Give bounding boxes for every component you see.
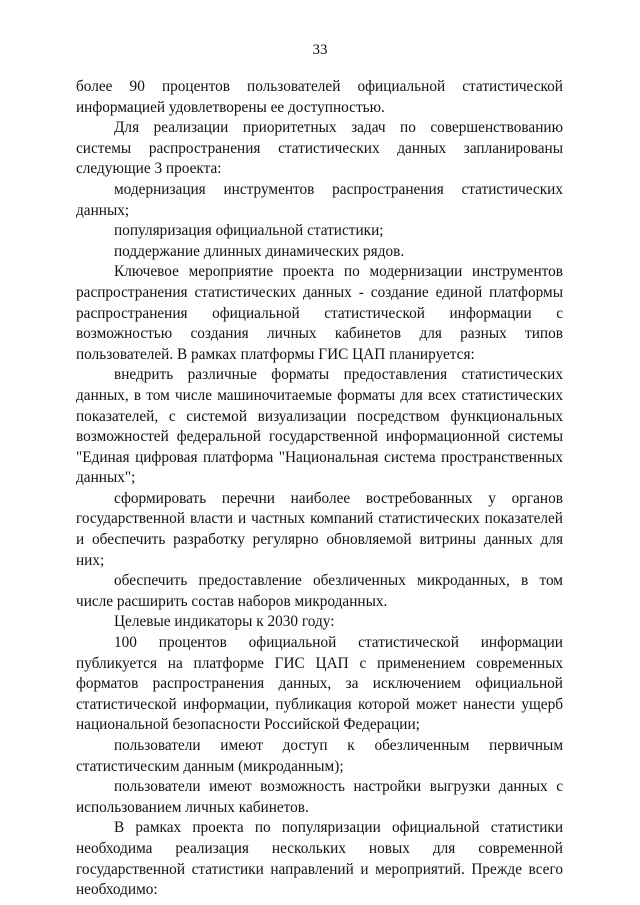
list-item-microdata: обеспечить предоставление обезличенных микроданных, в том числе расширить состав наборов микроданных. [76, 572, 563, 610]
list-item-indicator-lists: сформировать перечни наиболее востребованных у органов государственной власти и частных компаний статистических показателей и обеспечить разработку регулярно обновляемой витрины данных для них; [76, 489, 563, 569]
list-item-popularization: популяризация официальной статистики; [114, 222, 384, 240]
page-body [76, 77, 563, 901]
paragraph-three-projects: Для реализации приоритетных задач по совершенствованию системы распространения статистических данных запланированы следующие 3 проекта: [76, 119, 563, 178]
indicator-microdata-access: пользователи имеют доступ к обезличенным первичным статистическим данным (микроданным); [76, 737, 563, 775]
list-item-modernization: модернизация инструментов распространения статистических данных; [76, 180, 563, 219]
paragraph-key-measure: Ключевое мероприятие проекта по модернизации инструментов распространения статистических данных - создание единой платформы распространения официальной статистической информации с возможностью создания личных кабинетов для разных типов пользователей. В рамках платформы ГИС ЦАП планируется: [76, 263, 563, 363]
paragraph-target-indicators: Целевые индикаторы к 2030 году: [114, 613, 335, 631]
page-number: 33 [312, 42, 328, 58]
indicator-export-settings: пользователи имеют возможность настройки выгрузки данных с использованием личных кабинетов. [76, 778, 563, 816]
list-item-long-series: поддержание длинных динамических рядов. [114, 242, 405, 260]
paragraph-popularization-project: В рамках проекта по популяризации официальной статистики необходима реализация нескольких новых для современной государственной статистики направлений и мероприятий. Прежде всего необходимо: [76, 819, 563, 899]
indicator-publication-share: 100 процентов официальной статистической информации публикуется на платформе ГИС ЦАП с применением современных форматов распространения данных, за исключением официальной статистической информации, публикация которой может нанести ущерб национальной безопасности Российской Федерации; [76, 634, 563, 734]
list-item-formats: внедрить различные форматы предоставления статистических данных, в том числе машиночитаемые форматы для всех статистических показателей, с системой визуализации посредством функциональных возможностей федеральной государственной информационной системы "Единая цифровая платформа "Национальная система пространственных данных"; [76, 366, 563, 487]
paragraph-accessibility-satisfaction: более 90 процентов пользователей официальной статистической информацией удовлетворены ее доступностью. [76, 78, 563, 116]
